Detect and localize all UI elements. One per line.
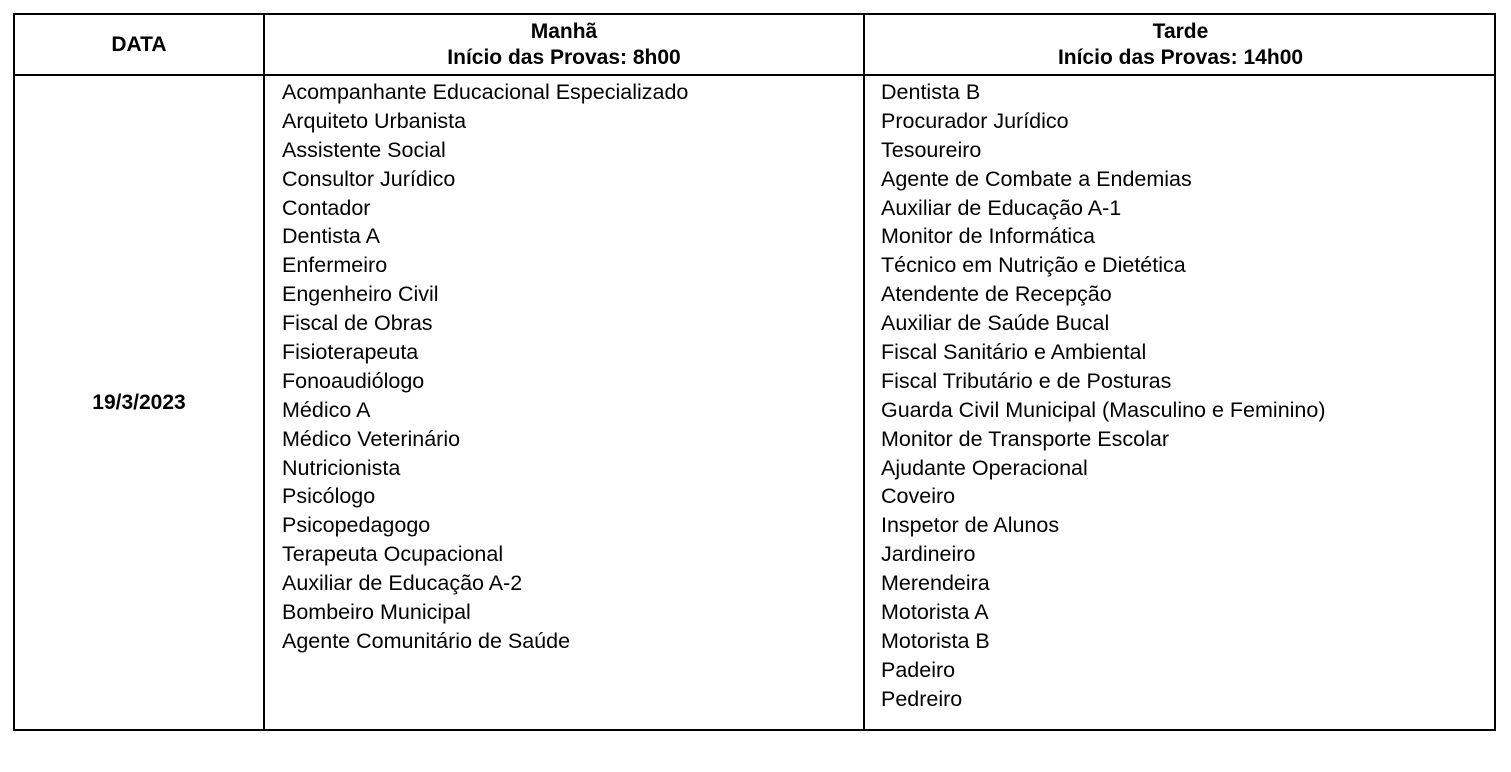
list-item: Fiscal de Obras (282, 311, 433, 336)
list-item: Auxiliar de Saúde Bucal (881, 311, 1110, 336)
morning-list (282, 78, 688, 656)
morning-subtitle: Início das Provas: 8h00 (447, 45, 681, 69)
list-item: Ajudante Operacional (881, 455, 1088, 480)
list-item: Guarda Civil Municipal (Masculino e Feminino) (881, 397, 1326, 422)
list-item: Jardineiro (881, 542, 976, 567)
list-item: Agente de Combate a Endemias (881, 166, 1192, 191)
list-item: Procurador Jurídico (881, 108, 1069, 133)
header-afternoon (865, 15, 1496, 74)
header-date-label: DATA (111, 32, 167, 56)
list-item: Fonoaudiólogo (282, 368, 425, 393)
date-cell (15, 76, 263, 729)
list-item: Merendeira (881, 571, 990, 596)
list-item: Contador (282, 195, 371, 220)
list-item: Dentista B (881, 80, 981, 104)
list-item: Inspetor de Alunos (881, 513, 1060, 538)
column-divider (863, 15, 865, 729)
list-item: Fiscal Sanitário e Ambiental (881, 340, 1147, 365)
list-item: Psicopedagogo (282, 513, 431, 538)
list-item: Motorista A (881, 600, 989, 625)
column-divider (263, 15, 265, 729)
list-item: Engenheiro Civil (282, 282, 439, 307)
list-item: Atendente de Recepção (881, 282, 1112, 307)
list-item: Monitor de Transporte Escolar (881, 426, 1169, 451)
list-item: Agente Comunitário de Saúde (282, 628, 571, 653)
schedule-table (13, 13, 1496, 731)
list-item: Psicólogo (282, 484, 376, 509)
list-item: Auxiliar de Educação A-1 (881, 195, 1122, 220)
afternoon-list (881, 78, 1326, 714)
list-item: Nutricionista (282, 455, 401, 480)
list-item: Dentista A (282, 224, 380, 249)
morning-title: Manhã (530, 19, 598, 43)
header-morning (265, 15, 863, 74)
list-item: Motorista B (881, 628, 990, 653)
list-item: Pedreiro (881, 686, 963, 711)
list-item: Consultor Jurídico (282, 166, 456, 191)
list-item: Bombeiro Municipal (282, 600, 471, 625)
list-item: Auxiliar de Educação A-2 (282, 571, 523, 596)
list-item: Acompanhante Educacional Especializado (282, 80, 689, 104)
list-item: Monitor de Informática (881, 224, 1095, 249)
list-item: Médico Veterinário (282, 426, 461, 451)
afternoon-subtitle: Início das Provas: 14h00 (1057, 45, 1304, 69)
header-date (15, 15, 263, 74)
list-item: Médico A (282, 397, 371, 422)
list-item: Fisioterapeuta (282, 340, 419, 365)
list-item: Terapeuta Ocupacional (282, 542, 504, 567)
afternoon-title: Tarde (1152, 19, 1209, 43)
list-item: Assistente Social (282, 137, 446, 162)
list-item: Técnico em Nutrição e Dietética (881, 253, 1186, 278)
list-item: Arquiteto Urbanista (282, 108, 467, 133)
list-item: Coveiro (881, 484, 956, 509)
exam-date: 19/3/2023 (92, 390, 186, 414)
list-item: Fiscal Tributário e de Posturas (881, 368, 1172, 393)
list-item: Tesoureiro (881, 137, 982, 162)
list-item: Enfermeiro (282, 253, 388, 278)
list-item: Padeiro (881, 657, 956, 682)
